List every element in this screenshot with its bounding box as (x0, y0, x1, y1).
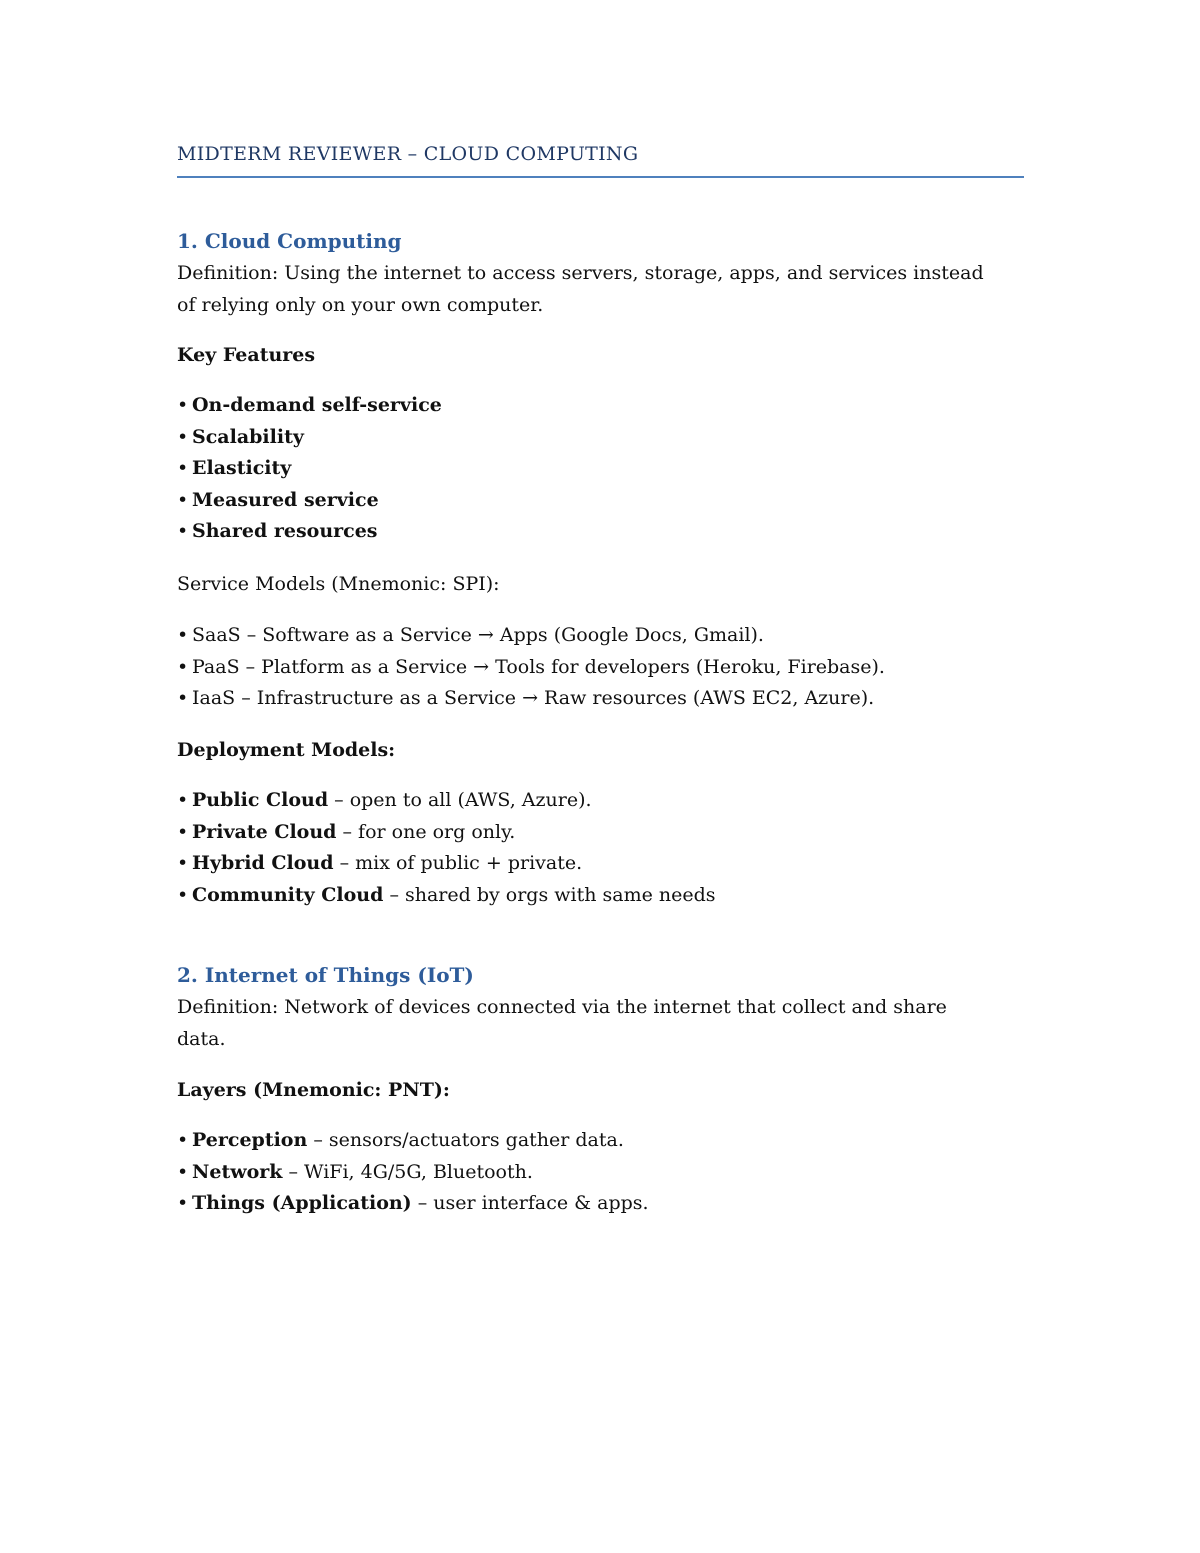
bullet-icon: • (177, 1192, 189, 1215)
service-models-list (177, 620, 1017, 715)
layers-heading-block (177, 1074, 1017, 1106)
deployment-models-list (177, 785, 1017, 911)
bullet-icon: • (177, 488, 189, 511)
key-features-heading-block (177, 339, 1017, 371)
service-models-heading: Service Models (Mnemonic: SPI): (177, 573, 500, 595)
document-title: MIDTERM REVIEWER – CLOUD COMPUTING (177, 143, 639, 165)
title-underline-rule (177, 176, 1024, 178)
section-heading: 2. Internet of Things (IoT) (177, 963, 474, 987)
key-features-list (177, 390, 1017, 548)
list-item: • Community Cloud – shared by orgs with same needs (177, 880, 1017, 912)
bullet-icon: • (177, 655, 189, 678)
definition-paragraph: Definition: Using the internet to access servers, storage, apps, and services instead of relying only on your own computer. (177, 262, 984, 316)
bullet-icon: • (177, 624, 189, 646)
bullet-icon: • (177, 852, 189, 875)
key-features-heading: Key Features (177, 344, 316, 366)
bullet-icon: • (177, 883, 189, 906)
bullet-icon: • (177, 820, 189, 843)
bullet-icon: • (177, 394, 189, 416)
list-item: • Shared resources (177, 516, 1017, 548)
deployment-models-heading-block (177, 734, 1017, 766)
section-cloud-computing (177, 225, 1017, 321)
section-iot (177, 959, 1017, 1055)
list-item: • Public Cloud – open to all (AWS, Azure). (177, 785, 1017, 817)
bullet-icon: • (177, 1129, 189, 1151)
list-item: • Network – WiFi, 4G/5G, Bluetooth. (177, 1157, 1017, 1189)
bullet-icon: • (177, 789, 189, 811)
list-item: • IaaS – Infrastructure as a Service → Raw resources (AWS EC2, Azure). (177, 683, 1017, 715)
list-item: • SaaS – Software as a Service → Apps (Google Docs, Gmail). (177, 620, 1017, 652)
bullet-icon: • (177, 520, 189, 543)
bullet-icon: • (177, 425, 189, 448)
bullet-icon: • (177, 1160, 189, 1183)
list-item: • Scalability (177, 422, 1017, 454)
deployment-models-heading: Deployment Models: (177, 739, 396, 761)
service-models-heading-block (177, 568, 1017, 600)
bullet-icon: • (177, 457, 189, 480)
list-item: • Private Cloud – for one org only. (177, 817, 1017, 849)
list-item: • On-demand self-service (177, 390, 1017, 422)
bullet-icon: • (177, 687, 189, 710)
section-heading: 1. Cloud Computing (177, 229, 402, 253)
list-item: • Perception – sensors/actuators gather data. (177, 1125, 1017, 1157)
list-item: • Elasticity (177, 453, 1017, 485)
list-item: • PaaS – Platform as a Service → Tools for developers (Heroku, Firebase). (177, 652, 1017, 684)
layers-heading: Layers (Mnemonic: PNT): (177, 1079, 450, 1101)
list-item: • Things (Application) – user interface & apps. (177, 1188, 1017, 1220)
list-item: • Hybrid Cloud – mix of public + private. (177, 848, 1017, 880)
definition-paragraph: Definition: Network of devices connected via the internet that collect and share data. (177, 996, 947, 1050)
list-item: • Measured service (177, 485, 1017, 517)
layers-list (177, 1125, 1017, 1220)
